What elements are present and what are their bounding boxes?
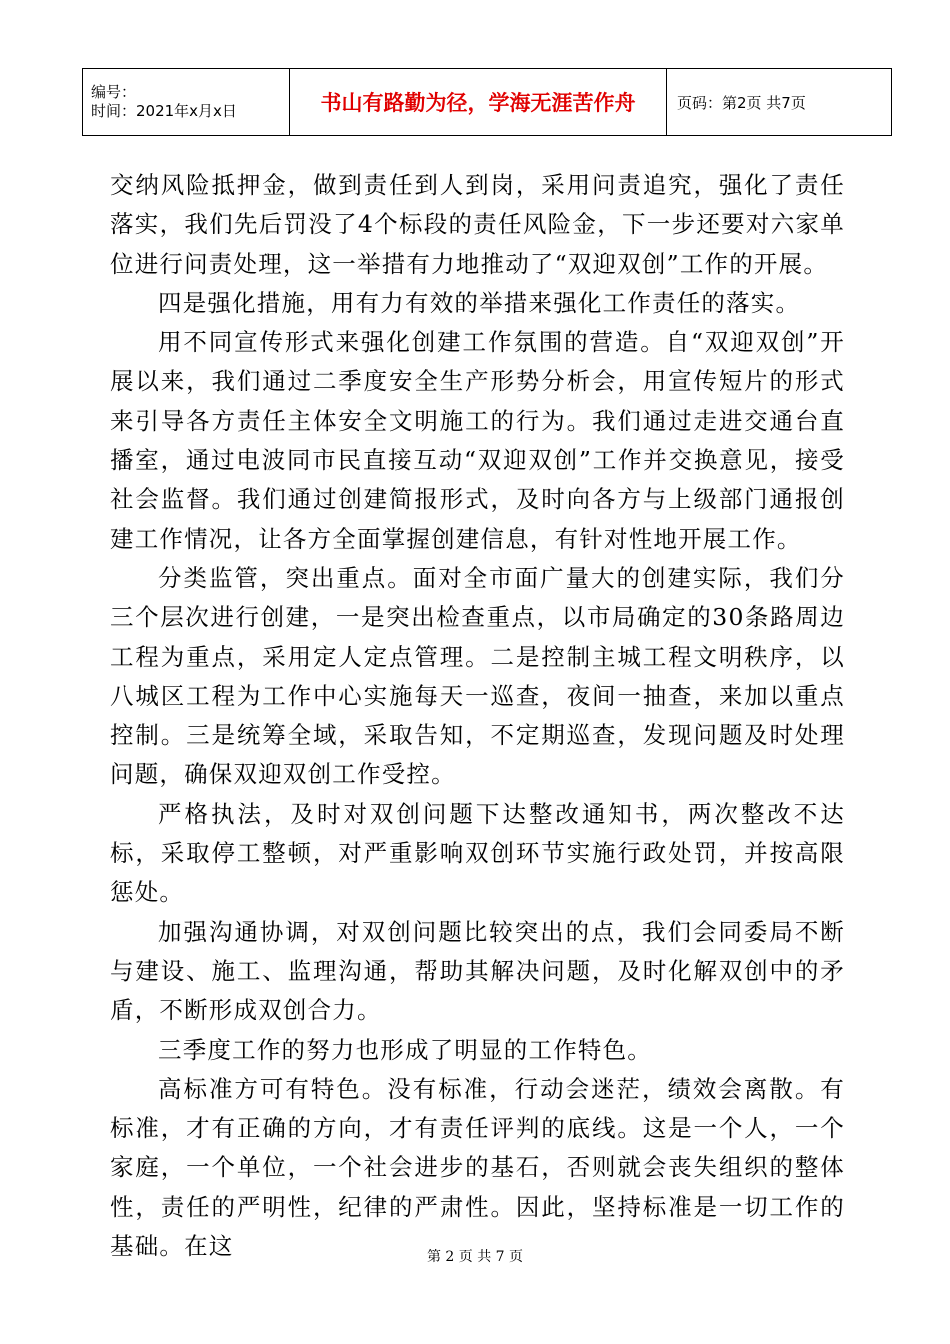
header-page-info: 页码：第2页 共7页 (667, 69, 892, 136)
document-time-label: 时间：2021年x月x日 (91, 102, 237, 120)
paragraph: 高标准方可有特色。没有标准，行动会迷茫，绩效会离散。有标准，才有正确的方向，才有责任评判的底线。这是一个人，一个家庭，一个单位，一个社会进步的基石，否则就会丧失组织的整体性，责任的严明性，纪律的严肃性。因此，坚持标准是一切工作的基础。在这 (110, 1074, 845, 1261)
paragraph: 严格执法，及时对双创问题下达整改通知书，两次整改不达标，采取停工整顿，对严重影响双创环节实施行政处罚，并按高限惩处。 (110, 799, 845, 907)
paragraph: 分类监管，突出重点。面对全市面广量大的创建实际，我们分三个层次进行创建，一是突出检查重点，以市局确定的30条路周边工程为重点，采用定人定点管理。二是控制主城工程文明秩序，以八城区工程为工作中心实施每天一巡查，夜间一抽查，来加以重点控制。三是统筹全域，采取告知，不定期巡查，发现问题及时处理问题，确保双迎双创工作受控。 (110, 563, 845, 789)
document-number-label: 编号： (91, 83, 137, 101)
paragraph: 三季度工作的努力也形成了明显的工作特色。 (158, 1035, 652, 1064)
header-motto: 书山有路勤为径，学海无涯苦作舟 (290, 69, 667, 136)
paragraph: 加强沟通协调，对双创问题比较突出的点，我们会同委局不断与建设、施工、监理沟通，帮助其解决问题，及时化解双创中的矛盾，不断形成双创合力。 (110, 917, 845, 1025)
document-header (82, 68, 892, 136)
page-footer: 第 2 页 共 7 页 (426, 1249, 524, 1265)
document-body (110, 166, 845, 1266)
paragraph: 交纳风险抵押金，做到责任到人到岗，采用问责追究，强化了责任落实，我们先后罚没了4个标段的责任风险金，下一步还要对六家单位进行问责处理，这一举措有力地推动了“双迎双创”工作的开展。 (110, 171, 845, 278)
paragraph: 用不同宣传形式来强化创建工作氛围的营造。自“双迎双创”开展以来，我们通过二季度安全生产形势分析会，用宣传短片的形式来引导各方责任主体安全文明施工的行为。我们通过走进交通台直播室，通过电波同市民直接互动“双迎双创”工作并交换意见，接受社会监督。我们通过创建简报形式，及时向各方与上级部门通报创建工作情况，让各方全面掌握创建信息，有针对性地开展工作。 (110, 328, 845, 553)
paragraph: 四是强化措施，用有力有效的举措来强化工作责任的落实。 (158, 288, 801, 317)
header-meta-cell (83, 69, 290, 136)
